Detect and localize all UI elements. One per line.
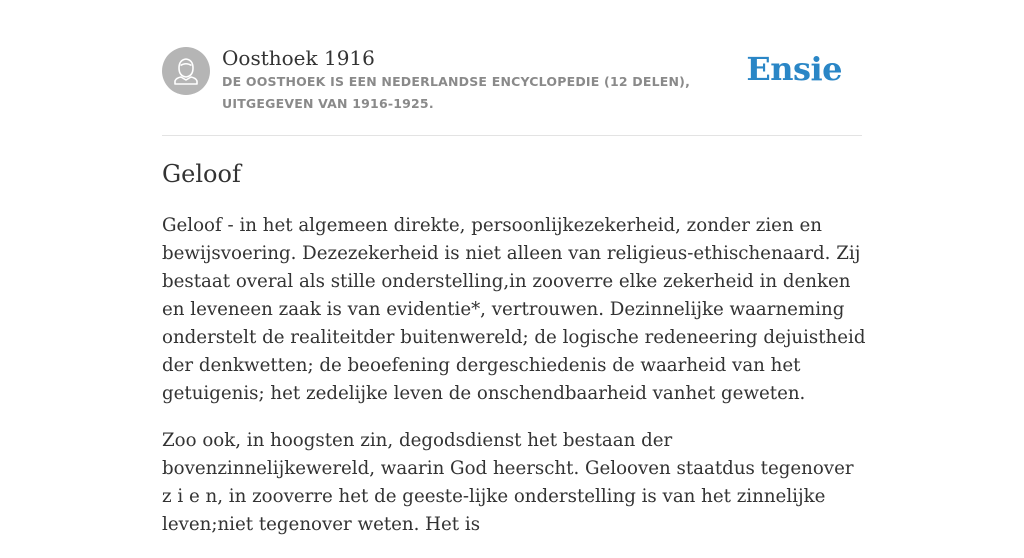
article-title: Geloof	[162, 160, 241, 188]
source-description: DE OOSTHOEK IS EEN NEDERLANDSE ENCYCLOPEDIE (12 DELEN), UITGEGEVEN VAN 1916-1925.	[222, 74, 691, 111]
article-body	[162, 212, 867, 558]
ensie-logo[interactable]: Ensie	[746, 50, 842, 88]
article-paragraph: Geloof - in het algemeen direkte, persoonlijkezekerheid, zonder zien en bewijsvoering. Dezezekerheid is niet alleen van religieus-ethischenaard. Zij bestaat overal als stille onderstelling,in zooverre elke zekerheid in denken en leveneen zaak is van evidentie*, vertrouwen. Dezinnelijke waarneming onderstelt de realiteitder buitenwereld; de logische redeneering dejuistheid der denkwetten; de beoefening dergeschiedenis de waarheid van het getuigenis; het zedelijke leven de onschendbaarheid vanhet geweten.	[162, 215, 866, 404]
source-header	[162, 0, 862, 136]
source-title[interactable]: Oosthoek 1916	[222, 46, 375, 70]
article-paragraph: Zoo ook, in hoogsten zin, degodsdienst het bestaan der bovenzinnelijkewereld, waarin God heerscht. Gelooven staatdus tegenover z i e n, in zooverre het de geeste-lijke onderstelling is van het zinnelijke leven;niet tegenover weten. Het is	[162, 430, 854, 535]
header-divider	[162, 135, 862, 136]
user-icon	[162, 47, 210, 95]
